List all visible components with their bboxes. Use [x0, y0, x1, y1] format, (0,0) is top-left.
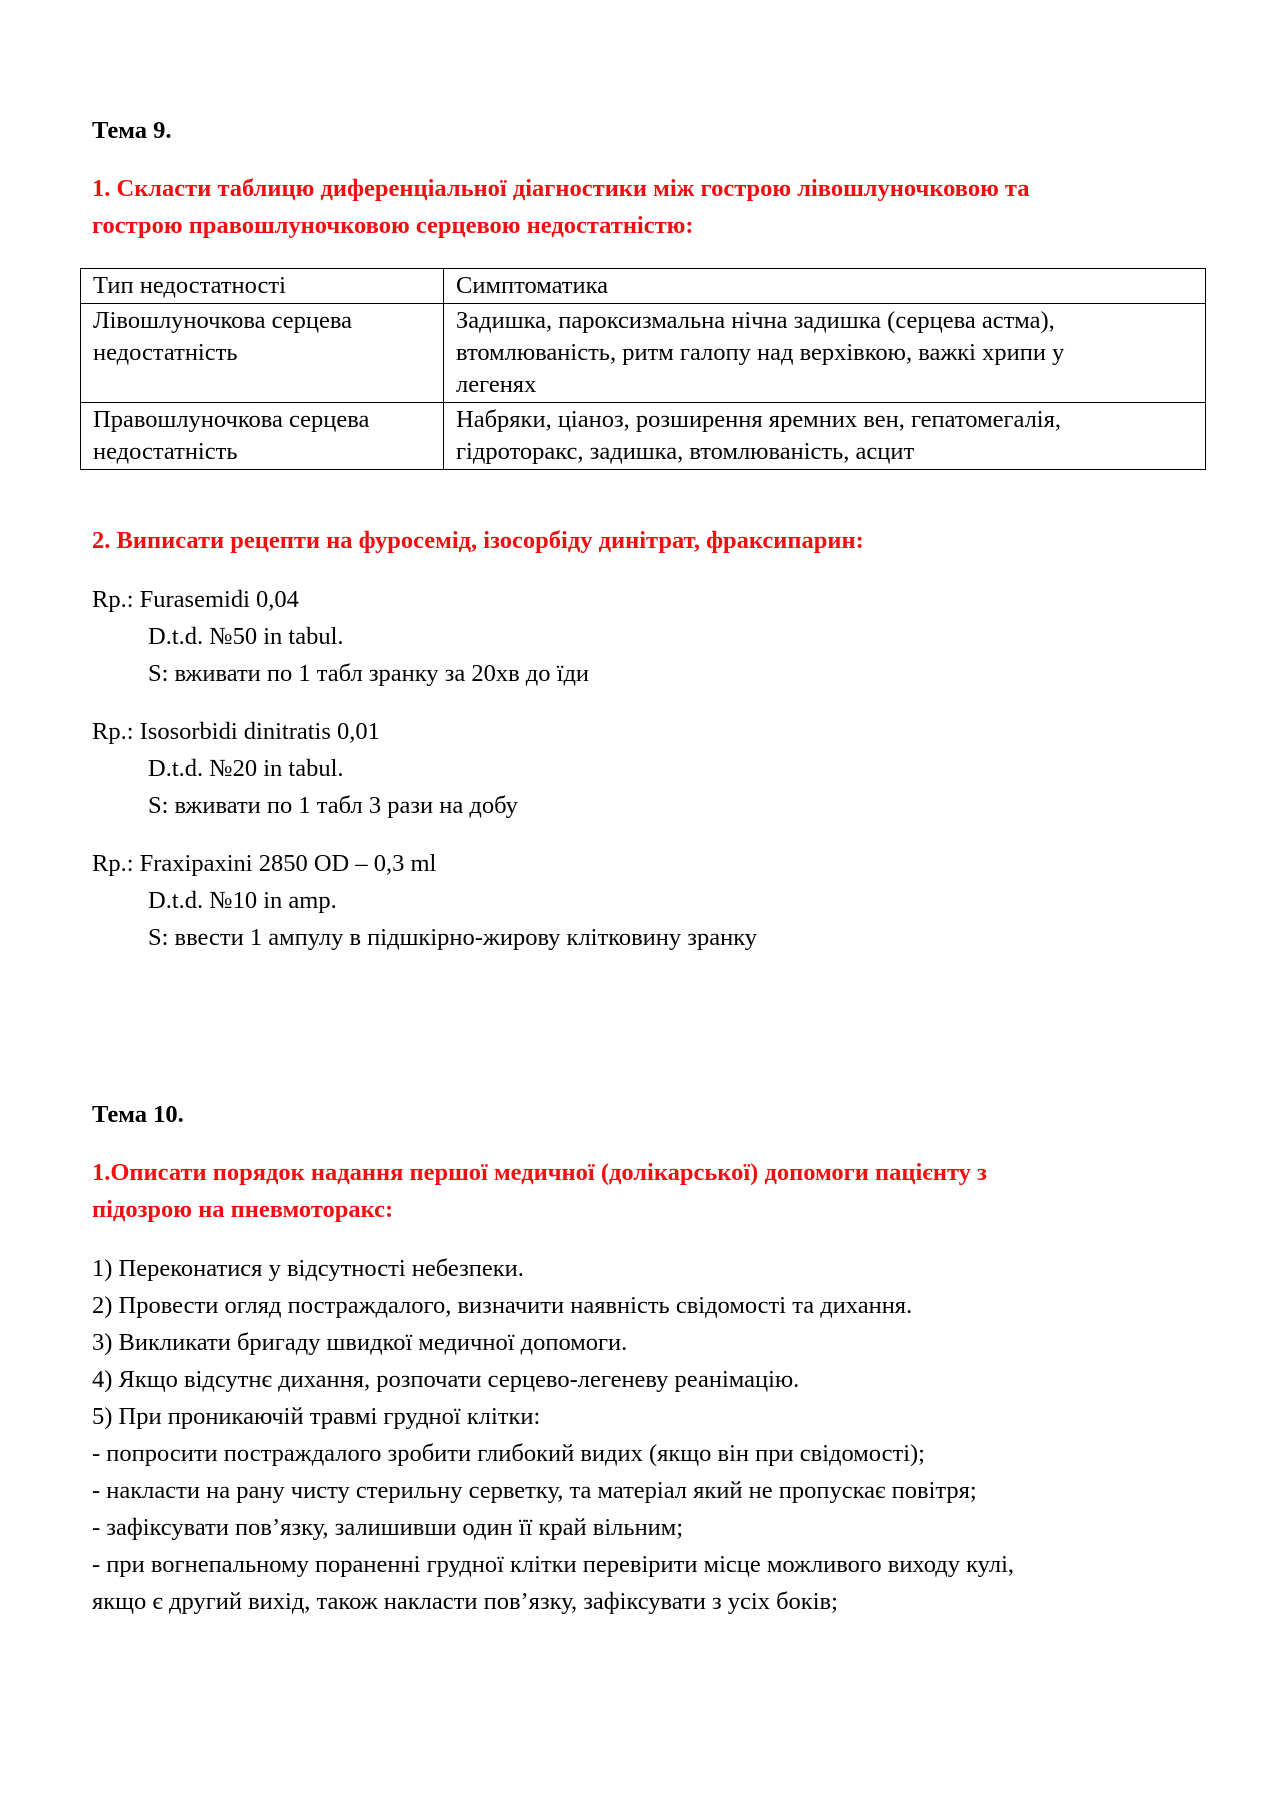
signa-line: S: ввести 1 ампулу в підшкірно-жирову клітковину зранку [148, 924, 757, 951]
dtd-line: D.t.d. №50 in tabul. [148, 623, 344, 650]
cell-line: втомлюваність, ритм галопу над верхівкою, важкі хрипи у [456, 339, 1065, 366]
cell-line: легенях [456, 371, 537, 398]
cell-line: гідроторакс, задишка, втомлюваність, асцит [456, 438, 915, 465]
task-1-line-2: підозрою на пневмоторакс: [92, 1196, 394, 1223]
cell-symptoms [444, 403, 1206, 470]
cell-line: Правошлуночкова серцева [93, 406, 370, 433]
rp-line: Rp.: Furasemidi 0,04 [92, 586, 299, 613]
cell-type [81, 304, 444, 403]
table-row [81, 403, 1206, 470]
cell-line: недостатність [93, 339, 238, 366]
list-item: 2) Провести огляд постраждалого, визначити наявність свідомості та дихання. [92, 1292, 913, 1319]
rp-line: Rp.: Fraxipaxini 2850 OD – 0,3 ml [92, 850, 437, 877]
table-header-row [81, 269, 1206, 304]
signa-line: S: вживати по 1 табл зранку за 20хв до їди [148, 660, 590, 687]
dtd-line: D.t.d. №20 in tabul. [148, 755, 344, 782]
list-item: - зафіксувати пов’язку, залишивши один її край вільним; [92, 1514, 684, 1541]
task-1-line-1: 1.Описати порядок надання першої медичної (долікарської) допомоги пацієнту з [92, 1159, 987, 1186]
cell-symptoms [444, 304, 1206, 403]
dtd-line: D.t.d. №10 in amp. [148, 887, 337, 914]
prescription-isosorbide [92, 713, 518, 824]
topic-9-task-2-title: 2. Виписати рецепти на фуросемід, ізосорбіду динітрат, фраксипарин: [92, 527, 864, 554]
cell-line: Лівошлуночкова серцева [93, 307, 353, 334]
rp-line: Rp.: Isosorbidi dinitratis 0,01 [92, 718, 380, 745]
list-item: - попросити постраждалого зробити глибокий видих (якщо він при свідомості); [92, 1440, 925, 1467]
list-item: 4) Якщо відсутнє дихання, розпочати серцево-легеневу реанімацію. [92, 1366, 800, 1393]
first-aid-steps [92, 1250, 1202, 1620]
prescription-furosemide [92, 581, 589, 692]
cell-line: Задишка, пароксизмальна нічна задишка (серцева астма), [456, 307, 1055, 334]
task-1-line-1: 1. Скласти таблицю диференціальної діагностики між гострою лівошлуночковою та [92, 175, 1030, 202]
task-1-line-2: гострою правошлуночковою серцевою недостатністю: [92, 212, 694, 239]
list-item: 5) При проникаючій травмі грудної клітки: [92, 1403, 541, 1430]
cell-type [81, 403, 444, 470]
list-item: - накласти на рану чисту стерильну серветку, та матеріал який не пропускає повітря; [92, 1477, 977, 1504]
differential-diagnosis-table [80, 268, 1206, 470]
list-item: - при вогнепальному пораненні грудної клітки перевірити місце можливого виходу кулі, [92, 1551, 1015, 1578]
topic-10-task-1-title [92, 1154, 987, 1228]
header-type: Тип недостатності [81, 269, 444, 304]
list-item: 3) Викликати бригаду швидкої медичної допомоги. [92, 1329, 628, 1356]
cell-line: недостатність [93, 438, 238, 465]
topic-9-title: Тема 9. [92, 117, 172, 144]
topic-10-title: Тема 10. [92, 1101, 184, 1128]
list-item: 1) Переконатися у відсутності небезпеки. [92, 1255, 524, 1282]
signa-line: S: вживати по 1 табл 3 рази на добу [148, 792, 518, 819]
cell-line: Набряки, ціаноз, розширення яремних вен, гепатомегалія, [456, 406, 1062, 433]
header-symptoms: Симптоматика [444, 269, 1206, 304]
table-row [81, 304, 1206, 403]
list-item: якщо є другий вихід, також накласти пов’язку, зафіксувати з усіх боків; [92, 1588, 838, 1615]
topic-9-task-1-title [92, 170, 1030, 244]
prescription-fraxiparine [92, 845, 757, 956]
